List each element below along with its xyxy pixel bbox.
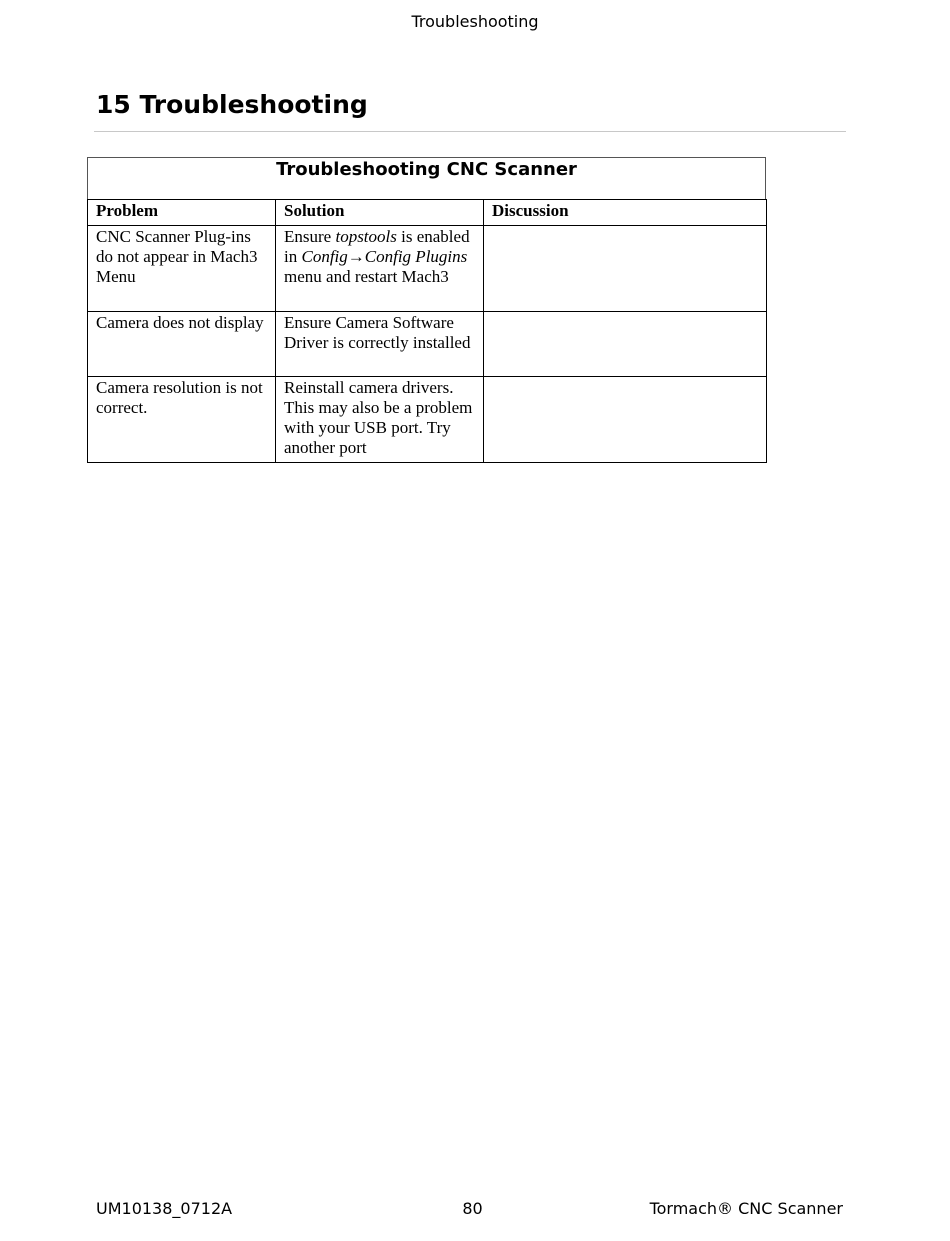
solution-menu-path: Config→Config Plugins xyxy=(301,247,468,266)
discussion-cell xyxy=(484,226,767,312)
solution-plugin-name: topstools xyxy=(335,227,397,246)
section-heading: 15 Troubleshooting xyxy=(96,90,368,119)
discussion-cell xyxy=(484,312,767,377)
footer-doc-id: UM10138_0712A xyxy=(96,1199,233,1218)
problem-cell: Camera does not display xyxy=(88,312,276,377)
solution-cell xyxy=(276,226,484,312)
footer-page-number: 80 xyxy=(462,1199,483,1218)
problem-cell: Camera resolution is not correct. xyxy=(88,377,276,463)
table-row xyxy=(88,312,767,377)
solution-cell: Ensure Camera Software Driver is correctly installed xyxy=(276,312,484,377)
problem-cell: CNC Scanner Plug-ins do not appear in Mach3 Menu xyxy=(88,226,276,312)
troubleshooting-grid xyxy=(87,199,767,463)
solution-text: menu and restart Mach3 xyxy=(284,267,449,286)
column-header-problem: Problem xyxy=(88,200,276,226)
column-header-discussion: Discussion xyxy=(484,200,767,226)
running-header: Troubleshooting xyxy=(411,12,539,31)
table-caption: Troubleshooting CNC Scanner xyxy=(87,157,766,199)
heading-divider xyxy=(94,131,846,132)
table-row xyxy=(88,377,767,463)
solution-text: Ensure xyxy=(284,227,336,246)
solution-text: is enabled in xyxy=(284,227,470,266)
discussion-cell xyxy=(484,377,767,463)
solution-cell: Reinstall camera drivers. This may also be a problem with your USB port. Try another port xyxy=(276,377,484,463)
table-header-row xyxy=(88,200,767,226)
column-header-solution: Solution xyxy=(276,200,484,226)
troubleshooting-table xyxy=(87,157,766,463)
table-row xyxy=(88,226,767,312)
footer-product-name: Tormach® CNC Scanner xyxy=(649,1199,843,1218)
